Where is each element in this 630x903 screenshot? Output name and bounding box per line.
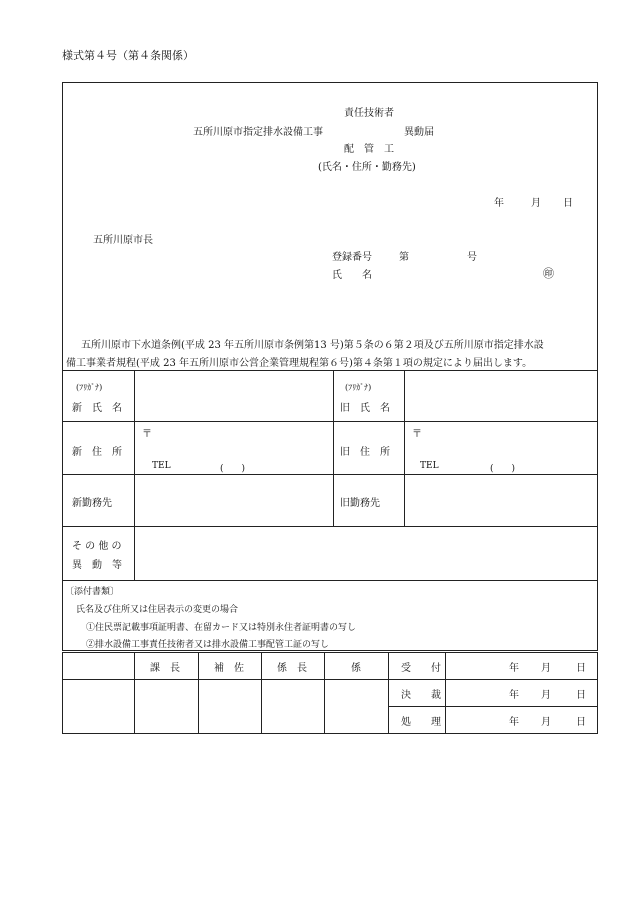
other-changes-label-1: そ の 他 の	[72, 541, 122, 552]
attachments-title: 〔添付書類〕	[65, 587, 120, 597]
new-work-label: 新勤務先	[72, 498, 112, 509]
title-main: 五所川原市指定排水設備工事	[193, 127, 323, 138]
approval-col-rule	[134, 652, 135, 734]
row-rule	[62, 580, 598, 581]
col-rule	[333, 370, 334, 526]
row-rule	[62, 526, 598, 527]
approval-col-rule	[324, 652, 325, 734]
col-rule	[134, 370, 135, 580]
attachment-item-1: ①住民票記載事項証明書、在留カード又は特別永住者証明書の写し	[86, 623, 357, 633]
title-line-sub: (氏名・住所・勤務先)	[318, 162, 416, 173]
new-postal-mark: 〒	[142, 429, 152, 440]
date-day: 日	[563, 198, 573, 209]
approval-year: 年	[509, 717, 519, 728]
col-rule	[404, 370, 405, 526]
approval-day: 日	[576, 690, 586, 701]
approval-hosa: 補 佐	[214, 663, 244, 674]
seal-mark: ㊞	[543, 267, 554, 280]
approval-kessai: 決 裁	[401, 690, 441, 701]
date-month: 月	[531, 198, 541, 209]
approval-col-rule	[198, 652, 199, 734]
attachment-item-2: ②排水設備工事責任技術者又は排水設備工事配管工証の写し	[86, 640, 330, 650]
title-line-top: 責任技術者	[344, 108, 394, 119]
approval-kakari: 係	[351, 663, 361, 674]
approval-row-rule	[62, 679, 598, 680]
old-address-label: 旧 住 所	[340, 447, 390, 458]
row-rule	[62, 421, 598, 422]
old-tel-label: TEL	[420, 461, 439, 471]
title-line-mid: 配 管 工	[344, 144, 394, 155]
approval-month: 月	[541, 717, 551, 728]
approval-day: 日	[576, 663, 586, 674]
approval-kakaricho: 係 長	[277, 663, 307, 674]
other-changes-label-2: 異 動 等	[72, 560, 122, 571]
approval-year: 年	[509, 663, 519, 674]
approval-month: 月	[541, 690, 551, 701]
old-tel-parens: ( )	[490, 464, 516, 474]
registration-dai: 第	[399, 252, 409, 263]
body-text-line2: 備工事業者規程(平成 23 年五所川原市公営企業管理規程第６号)第４条第１項の規定により届出します。	[66, 358, 533, 369]
table-top-rule	[62, 370, 598, 371]
body-text-line1: 五所川原市下水道条例(平成 23 年五所川原市条例第13 号)第５条の６第２項及び五所川原市指定排水設	[81, 340, 544, 351]
registration-label: 登録番号	[332, 252, 372, 263]
new-name-label: 新 氏 名	[72, 403, 122, 414]
form-number: 様式第４号（第４条関係）	[62, 49, 194, 62]
registration-go: 号	[467, 252, 477, 263]
approval-uketsuke: 受 付	[401, 663, 441, 674]
row-rule	[62, 474, 598, 475]
approval-month: 月	[541, 663, 551, 674]
name-label: 氏 名	[332, 270, 372, 281]
date-year: 年	[494, 198, 504, 209]
old-name-label: 旧 氏 名	[340, 403, 390, 414]
approval-col-rule	[261, 652, 262, 734]
approval-year: 年	[509, 690, 519, 701]
furigana-label-old: (ﾌﾘｶﾞﾅ)	[345, 383, 372, 392]
approval-kacho: 課 長	[150, 663, 180, 674]
new-tel-label: TEL	[152, 461, 171, 471]
approval-col-rule	[445, 652, 446, 734]
approval-shori: 処 理	[401, 717, 441, 728]
approval-day: 日	[576, 717, 586, 728]
attachments-condition: 氏名及び住所又は住居表示の変更の場合	[76, 605, 239, 615]
old-work-label: 旧勤務先	[340, 498, 380, 509]
approval-row-rule	[388, 706, 598, 707]
addressee: 五所川原市長	[93, 235, 153, 246]
approval-col-rule	[388, 652, 389, 734]
title-suffix: 異動届	[404, 127, 434, 138]
new-tel-parens: ( )	[220, 464, 246, 474]
new-address-label: 新 住 所	[72, 447, 122, 458]
furigana-label-new: (ﾌﾘｶﾞﾅ)	[76, 383, 103, 392]
old-postal-mark: 〒	[412, 429, 422, 440]
